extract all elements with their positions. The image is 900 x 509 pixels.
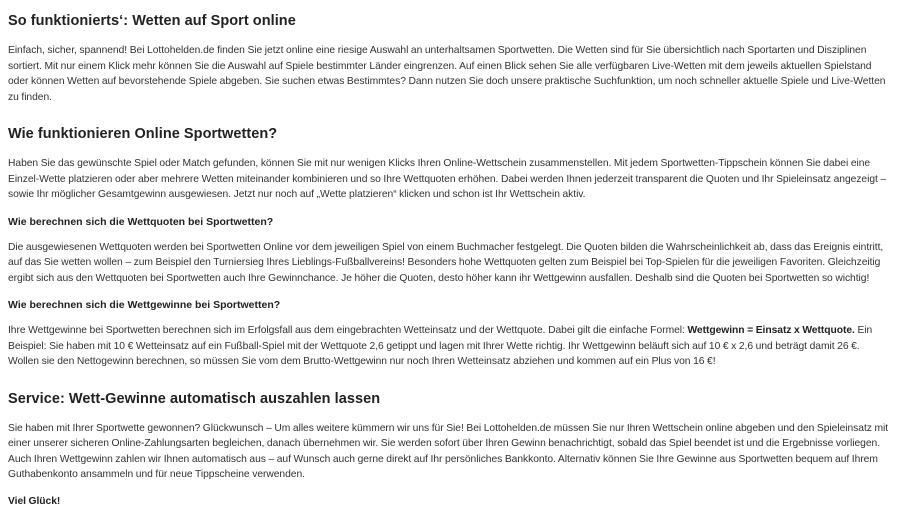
winnings-text-before: Ihre Wettgewinne bei Sportwetten berechnen sich im Erfolgsfall aus dem eingebrachten Wetteinsatz und der Wettquote. Dabei gilt die einfache Formel: bbox=[8, 325, 688, 336]
section-heading-service: Service: Wett-Gewinne automatisch auszahlen lassen bbox=[8, 390, 381, 407]
winnings-text-after: Ein Beispiel: Sie haben mit 10 € Wetteinsatz auf ein Fußball-Spiel mit der Wettquote 2,6 getippt und lagen mit Ihrer Wette richtig. Ihr Wettgewinn beläuft sich auf 10 € x 2,6 und beträgt damit 26 €. Wollen sie den Nettogewinn berechnen, so müssen Sie vom dem Brutto-Wettgewinn nur noch Ihren Wetteinsatz abziehen und kommen auf ein Plus von 16 €! bbox=[8, 325, 873, 367]
subheading-odds: Wie berechnen sich die Wettquoten bei Sportwetten? bbox=[8, 215, 274, 228]
paragraph-intro: Einfach, sicher, spannend! Bei Lottohelden.de finden Sie jetzt online eine riesige Auswahl an unterhaltsamen Sportwetten. Die Wetten sind für Sie übersichtlich nach Sportarten und Disziplinen sortiert. Mit nur einem Klick mehr können Sie die Auswahl auf Spiele bestimmter Länder eingrenzen. Auf einen Blick sehen Sie alle verfügbaren Live-Wetten mit dem jeweils aktuellen Spielstand oder können Wetten auf bevorstehende Spiele abgeben. Sie suchen etwas Bestimmtes? Dann nutzen Sie doch unsere praktische Suchfunktion, um noch schneller aktuelle Spiele und Live-Wetten zu finden. bbox=[8, 45, 886, 103]
paragraph-service: Sie haben mit Ihrer Sportwette gewonnen? Glückwunsch – Um alles weitere kümmern wir uns für Sie! Bei Lottohelden.de müssen Sie nur Ihren Wettschein online abgeben und den Spieleinsatz mit einer unserer sicheren Online-Zahlungsarten begleichen, danach übernehmen wir. Sie werden sofort über Ihren Gewinn benachrichtigt, sobald das Spiel beendet ist und die Ergebnisse vorliegen. Auch Ihren Wettgewinn zahlen wir Ihnen automatisch aus – auf Wunsch auch gerne direkt auf Ihr persönliches Bankkonto. Alternativ können Sie Ihre Gewinne aus Sportwetten bequem auf Ihrem Guthabenkonto ansammeln und für neue Tippscheine verwenden. bbox=[8, 422, 889, 480]
section-heading-online-betting: Wie funktionieren Online Sportwetten? bbox=[8, 126, 278, 142]
paragraph-odds: Die ausgewiesenen Wettquoten werden bei Sportwetten Online vor dem jeweiligen Spiel von einem Buchmacher festgelegt. Die Quoten bilden die Wahrscheinlichkeit ab, dass das Ereignis eintritt, auf das Sie wetten wollen – zum Beispiel den Turniersieg Ihres Lieblings-Fußballvereins! Besonders hohe Wettquoten gelten zum Beispiel bei Top-Spielen für die jeweiligen Favoriten. Gleichzeitig ergibt sich aus den Wettquoten bei Sportwetten auch Ihre Gewinnchance. Je höher die Quoten, desto höher kann ihr Wettgewinn ausfallen. Deshalb sind die Quoten bei Sportwetten so wichtig! bbox=[8, 241, 884, 284]
subheading-winnings: Wie berechnen sich die Wettgewinne bei Sportwetten? bbox=[8, 299, 281, 311]
paragraph-winnings bbox=[8, 323, 892, 370]
paragraph-online-betting: Haben Sie das gewünschte Spiel oder Match gefunden, können Sie mit nur wenigen Klicks Ihren Online-Wettschein zusammenstellen. Mit jedem Sportwetten-Tippschein können Sie dabei eine Einzel-Wette platzieren oder aber mehrere Wetten miteinander kombinieren und so Ihre Wettquoten erhöhen. Dabei werden Ihnen jederzeit transparent die Quoten und Ihr Spieleinsatz angezeigt – sowie Ihr möglicher Gesamtgewinn ausgewiesen. Jetzt nur noch auf „Wette platzieren“ klicken und schon ist Ihr Wettschein aktiv. bbox=[8, 158, 887, 200]
section-heading-how-it-works: So funktionierts‘: Wetten auf Sport online bbox=[8, 13, 296, 29]
winnings-formula: Wettgewinn = Einsatz x Wettquote. bbox=[687, 325, 855, 336]
closing-text: Viel Glück! bbox=[8, 495, 61, 507]
